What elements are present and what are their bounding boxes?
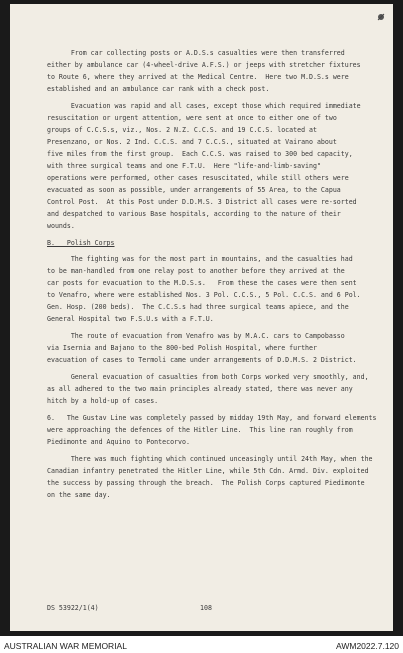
text-line: five miles from the first group. Each C.C.S. was raised to 300 bed capacity,	[47, 150, 353, 158]
document-reference: DS 53922/1(4)	[47, 604, 99, 612]
text-line: General evacuation of casualties from both Corps worked very smoothly, and,	[47, 373, 369, 381]
text-line: groups of C.C.S.s, viz., Nos. 2 N.Z. C.C.S. and 19 C.C.S. located at	[47, 126, 317, 134]
page-number: 108	[200, 604, 212, 612]
text-line: Piedimonte and Aquino to Pontecorvo.	[47, 438, 190, 446]
text-line: General Hospital two F.S.U.s with a F.T.U.	[47, 315, 214, 323]
text-line: Canadian infantry penetrated the Hitler Line, while 5th Cdn. Armd. Div. exploited	[47, 467, 369, 475]
text-line: There was much fighting which continued unceasingly until 24th May, when the	[47, 455, 373, 463]
text-line: to Venafro, where were established Nos. 3 Pol. C.C.S., 5 Pol. C.C.S. and 6 Pol.	[47, 291, 361, 299]
text-line: the success by passing through the breach. The Polish Corps captured Piedimonte	[47, 479, 365, 487]
text-line: Evacuation was rapid and all cases, except those which required immediate	[47, 102, 361, 110]
text-line: as all adhered to the two main principles already stated, there was never any	[47, 385, 353, 393]
text-line: Control Post. At this Post under D.D.M.S. 3 District all cases were re-sorted	[47, 198, 357, 206]
archive-caption: AUSTRALIAN WAR MEMORIAL	[4, 641, 127, 651]
text-line: hitch by a hold-up of cases.	[47, 397, 159, 405]
text-line: evacuated as soon as possible, under arrangements of 55 Area, to the Capua	[47, 186, 341, 194]
text-line: established and an ambulance car rank with a check post.	[47, 85, 270, 93]
text-line: 6. The Gustav Line was completely passed by midday 19th May, and forward elements	[47, 414, 377, 422]
archive-identifier: AWM2022.7.120	[336, 641, 399, 651]
section-heading: B. Polish Corps	[47, 239, 115, 247]
text-line: car posts for evacuation to the M.D.S.s. From these the cases were then sent	[47, 279, 357, 287]
text-line: were approaching the defences of the Hitler Line. This line ran roughly from	[47, 426, 353, 434]
ink-mark-icon	[376, 12, 386, 22]
text-line: with three surgical teams and one F.T.U. Here "life-and-limb-saving"	[47, 162, 321, 170]
text-line: operations were performed, other cases resuscitated, while still others were	[47, 174, 349, 182]
text-line: to Route 6, where they arrived at the Medical Centre. Here two M.D.S.s were	[47, 73, 349, 81]
text-line: and despatched to various Base hospitals, according to the nature of their	[47, 210, 341, 218]
text-line: either by ambulance car (4-wheel-drive A.F.S.) or jeeps with stretcher fixtures	[47, 61, 361, 69]
text-line: on the same day.	[47, 491, 111, 499]
text-line: From car collecting posts or A.D.S.s casualties were then transferred	[47, 49, 345, 57]
text-line: via Isernia and Bajano to the 800-bed Polish Hospital, where further	[47, 344, 317, 352]
text-line: Gen. Hosp. (200 beds). The C.C.S.s had three surgical teams apiece, and the	[47, 303, 349, 311]
text-line: Presenzano, or Nos. 2 Ind. C.C.S. and 7 C.C.S., situated at Vairano about	[47, 138, 337, 146]
text-line: wounds.	[47, 222, 75, 230]
text-line: to be man-handled from one relay post to another before they arrived at the	[47, 267, 345, 275]
text-line: The fighting was for the most part in mountains, and the casualties had	[47, 255, 353, 263]
text-line: resuscitation or urgent attention, were sent at once to either one of two	[47, 114, 337, 122]
text-line: evacuation of cases to Termoli came under arrangements of D.D.M.S. 2 District.	[47, 356, 357, 364]
document-page	[10, 4, 393, 631]
text-line: The route of evacuation from Venafro was by M.A.C. cars to Campobasso	[47, 332, 345, 340]
